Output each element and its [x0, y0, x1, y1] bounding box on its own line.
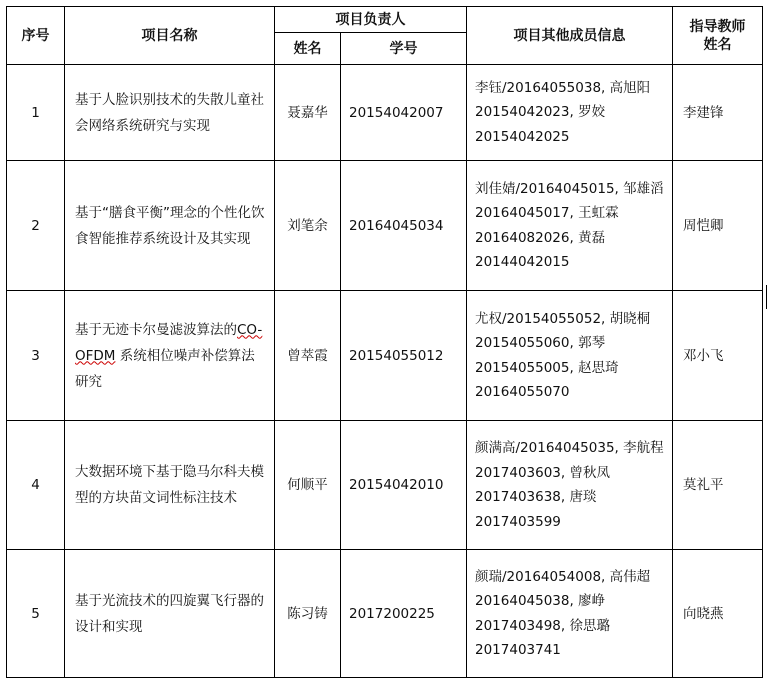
header-leader-id: 学号 — [341, 33, 467, 65]
header-advisor — [673, 7, 763, 65]
member-line: 2017403599 — [475, 513, 561, 530]
leader-id: 20154042007 — [341, 65, 467, 161]
advisor-name: 李建锋 — [673, 65, 763, 161]
row-index: 1 — [7, 65, 65, 161]
leader-name: 刘笔余 — [275, 161, 341, 291]
member-line: 李钰/20164055038, 高旭阳 — [475, 79, 651, 96]
table-row — [7, 550, 763, 678]
member-line: 20154055060, 郭琴 — [475, 335, 606, 351]
leader-name: 曾萃霞 — [275, 291, 341, 421]
member-line: 20154055005, 赵思琦 — [475, 359, 619, 376]
member-info — [467, 421, 673, 550]
project-table — [6, 6, 763, 678]
leader-id: 2017200225 — [341, 550, 467, 678]
member-line: 刘佳婧/20164045015, 邹雄滔 — [475, 180, 664, 197]
leader-name: 聂嘉华 — [275, 65, 341, 161]
project-name-part: 基于无迹卡尔曼滤波算法的 — [75, 321, 237, 338]
row-index: 5 — [7, 550, 65, 678]
member-line: 20164045017, 王虹霖 — [475, 205, 619, 221]
header-advisor-line2: 姓名 — [703, 36, 732, 53]
member-line: 颜满高/20164045035, 李航程 — [475, 440, 664, 456]
member-line: 20164055070 — [475, 384, 570, 400]
member-line: 20144042015 — [475, 254, 570, 270]
member-info — [467, 550, 673, 678]
project-name: 基于光流技术的四旋翼飞行器的设计和实现 — [65, 550, 275, 678]
project-name — [65, 291, 275, 421]
spellcheck-flagged-text: CO-OFDM — [75, 321, 263, 364]
leader-id: 20164045034 — [341, 161, 467, 291]
member-line: 颜瑞/20164054008, 高伟超 — [475, 568, 651, 585]
member-line: 20164045038, 廖峥 — [475, 593, 606, 609]
advisor-name: 莫礼平 — [673, 421, 763, 550]
member-line: 2017403741 — [475, 642, 561, 658]
project-name: 基于人脸识别技术的失散儿童社会网络系统研究与实现 — [65, 65, 275, 161]
member-info — [467, 65, 673, 161]
table-edge-marker — [766, 285, 767, 309]
leader-id: 20154055012 — [341, 291, 467, 421]
member-line: 20154042025 — [475, 128, 570, 145]
member-info — [467, 161, 673, 291]
member-line: 20154042023, 罗姣 — [475, 104, 606, 121]
member-line: 2017403498, 徐思璐 — [475, 617, 610, 634]
advisor-name: 周恺卿 — [673, 161, 763, 291]
table-row — [7, 291, 763, 421]
header-project-name: 项目名称 — [65, 7, 275, 65]
row-index: 3 — [7, 291, 65, 421]
leader-name: 何顺平 — [275, 421, 341, 550]
project-name: 基于“膳食平衡”理念的个性化饮食智能推荐系统设计及其实现 — [65, 161, 275, 291]
project-name: 大数据环境下基于隐马尔科夫模型的方块苗文词性标注技术 — [65, 421, 275, 550]
table-row — [7, 65, 763, 161]
header-advisor-line1: 指导教师 — [689, 18, 746, 35]
header-leader-name: 姓名 — [275, 33, 341, 65]
member-info — [467, 291, 673, 421]
advisor-name: 邓小飞 — [673, 291, 763, 421]
table-row — [7, 421, 763, 550]
leader-id: 20154042010 — [341, 421, 467, 550]
header-row-1 — [7, 7, 763, 33]
member-line: 2017403638, 唐琰 — [475, 489, 597, 505]
row-index: 2 — [7, 161, 65, 291]
header-leader: 项目负责人 — [275, 7, 467, 33]
member-line: 20164082026, 黄磊 — [475, 229, 606, 246]
project-name-part: 系统相位噪声补偿算法研究 — [75, 347, 255, 390]
leader-name: 陈习铸 — [275, 550, 341, 678]
header-members: 项目其他成员信息 — [467, 7, 673, 65]
table-row — [7, 161, 763, 291]
header-index: 序号 — [7, 7, 65, 65]
row-index: 4 — [7, 421, 65, 550]
member-line: 尤权/20154055052, 胡晓桐 — [475, 310, 651, 327]
advisor-name: 向晓燕 — [673, 550, 763, 678]
member-line: 2017403603, 曾秋凤 — [475, 464, 610, 481]
